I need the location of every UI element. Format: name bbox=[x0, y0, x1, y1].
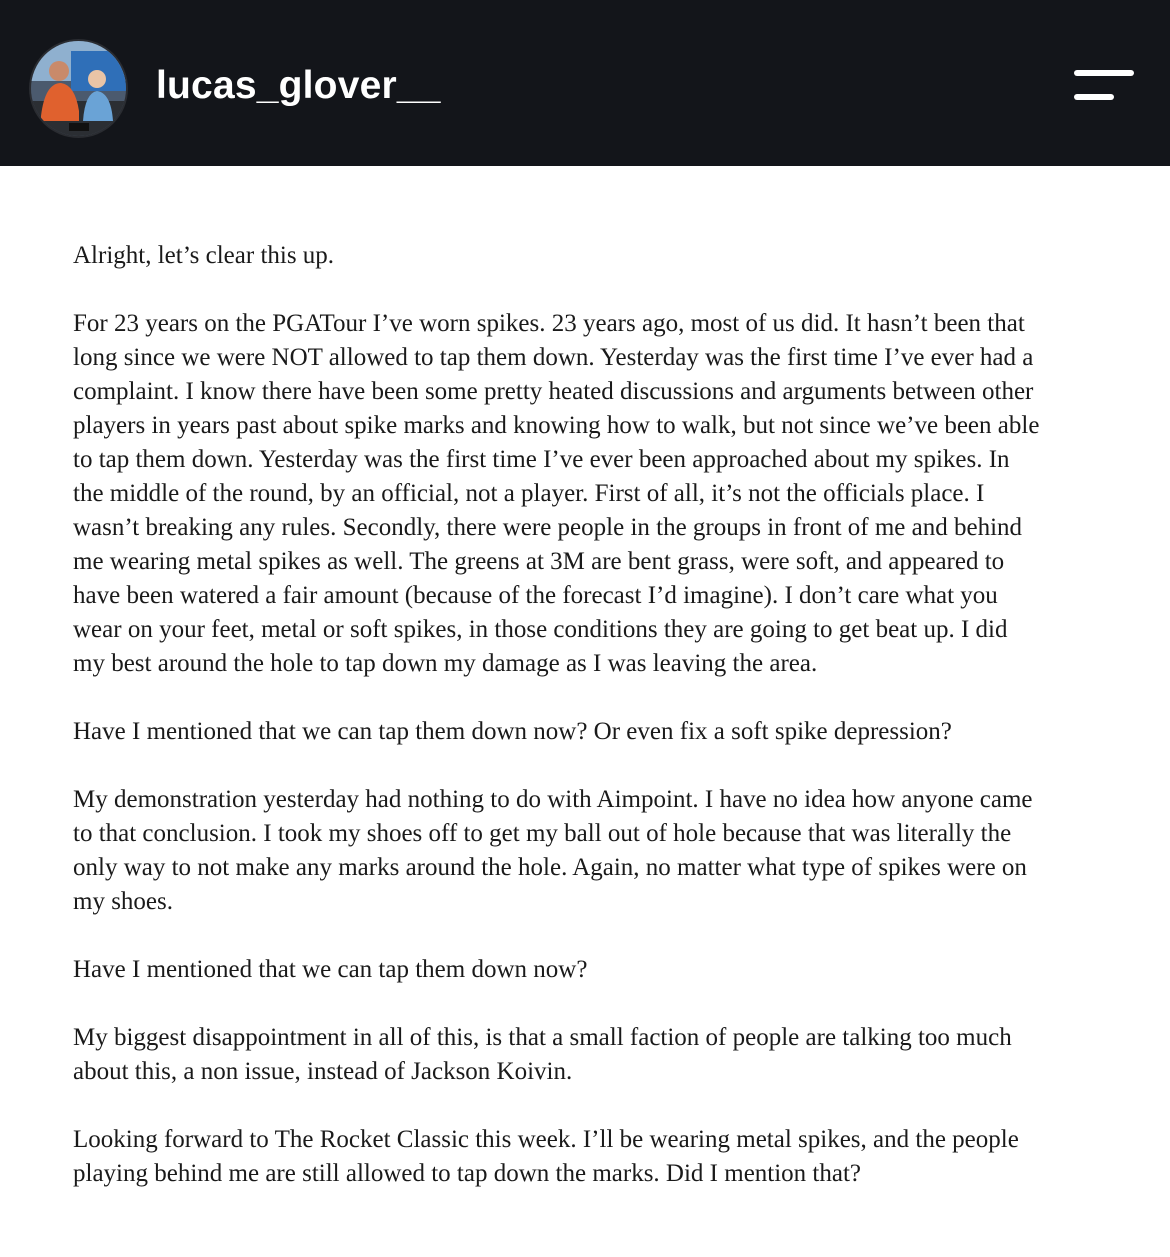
post-paragraph: Looking forward to The Rocket Classic this week. I’ll be wearing metal spikes, and the people playing behind me are still allowed to tap down the marks. Did I mention that? bbox=[73, 1126, 1019, 1187]
post-paragraph: My demonstration yesterday had nothing to do with Aimpoint. I have no idea how anyone came to that conclusion. I took my shoes off to get my ball out of hole because that was literally the only way to not make any marks around the hole. Again, no matter what type of spikes were on my shoes. bbox=[73, 786, 1033, 915]
menu-icon-bar-top bbox=[1074, 70, 1134, 76]
post-paragraph: For 23 years on the PGATour I’ve worn spikes. 23 years ago, most of us did. It hasn’t been that long since we were NOT allowed to tap them down. Yesterday was the first time I’ve ever had a complaint. I know there have been some pretty heated discussions and arguments between other players in years past about spike marks and knowing how to walk, but not since we’ve been able to tap them down. Yesterday was the first time I’ve ever been approached about my spikes. In the middle of the round, by an official, not a player. First of all, it’s not the officials place. I wasn’t breaking any rules. Secondly, there were people in the groups in front of me and behind me wearing metal spikes as well. The greens at 3M are bent grass, were soft, and appeared to have been watered a fair amount (because of the forecast I’d imagine). I don’t care what you wear on your feet, metal or soft spikes, in those conditions they are going to get beat up. I did my best around the hole to tap down my damage as I was leaving the area. bbox=[73, 310, 1040, 677]
post-paragraph: Alright, let’s clear this up. bbox=[73, 242, 335, 269]
profile-header bbox=[0, 0, 1170, 166]
post-paragraph: My biggest disappointment in all of this, is that a small faction of people are talking too much about this, a non issue, instead of Jackson Koivin. bbox=[73, 1024, 1012, 1085]
post-body bbox=[73, 239, 1133, 1191]
avatar[interactable] bbox=[31, 41, 126, 136]
username[interactable]: lucas_glover__ bbox=[156, 64, 441, 107]
avatar-photo bbox=[31, 41, 126, 136]
post-paragraph: Have I mentioned that we can tap them down now? bbox=[73, 956, 588, 983]
menu-icon-bar-bottom bbox=[1074, 94, 1114, 100]
menu-icon[interactable] bbox=[1070, 66, 1136, 106]
post-paragraph: Have I mentioned that we can tap them down now? Or even fix a soft spike depression? bbox=[73, 718, 952, 745]
